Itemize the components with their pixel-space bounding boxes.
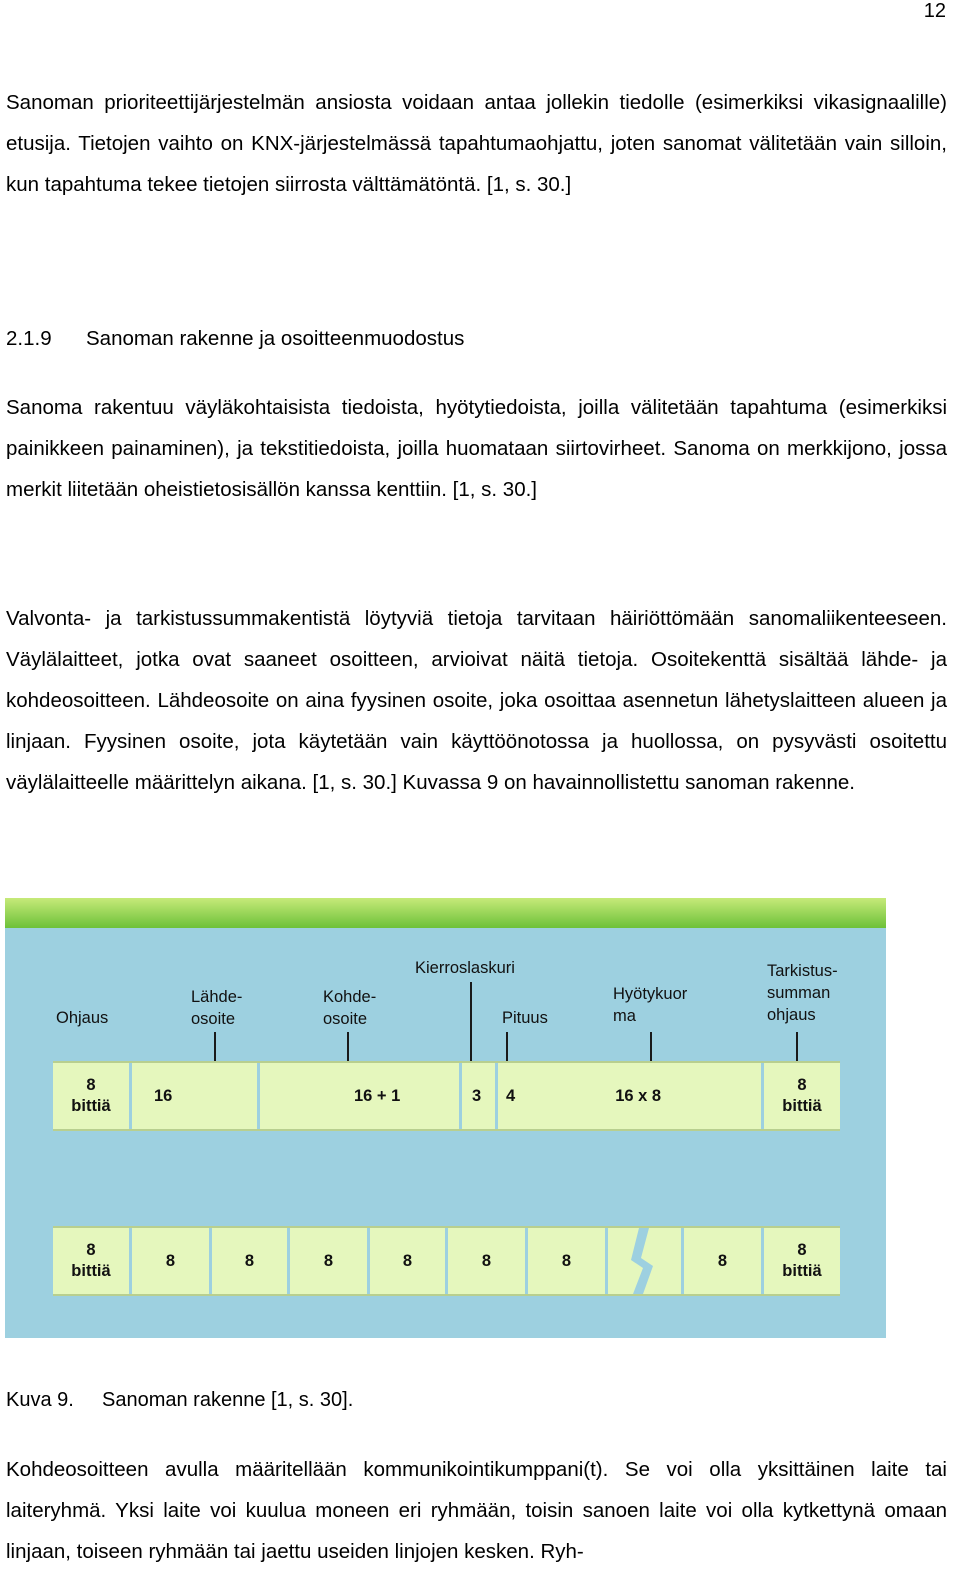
byte-cell: 8 (681, 1228, 761, 1294)
label-ohjaus: Ohjaus (56, 1009, 109, 1027)
tick-tarkistus (796, 1032, 798, 1062)
byte-cell-break (605, 1228, 681, 1294)
tick-kierroslaskuri (470, 982, 472, 1062)
label-tarkistussumma: Tarkistus- summan ohjaus (767, 962, 838, 1024)
byte-cell: 8 (525, 1228, 605, 1294)
field-cell: 16 (129, 1063, 257, 1129)
section-title: Sanoman rakenne ja osoitteenmuodostus (86, 327, 465, 350)
tick-lahde (214, 1032, 216, 1062)
field-row (53, 1061, 840, 1131)
paragraph-destination: Kohdeosoitteen avulla määritellään kommunikointikumppani(t). Se voi olla yksittäinen laite tai laiteryhmä. Yksi laite voi kuulua moneen eri ryhmään, toisin sanoen laite voi olla kytkettynä omaan linjaan, toiseen ryhmään tai jaettu useiden linjojen kesken. Ryh- (6, 1458, 947, 1563)
section-number: 2.1.9 (6, 327, 52, 350)
message-structure-figure (5, 898, 886, 1338)
figure-top-band (5, 898, 886, 928)
paragraph-fields: Valvonta- ja tarkistussummakentistä löytyviä tietoja tarvitaan häiriöttömään sanomaliikenteeseen. Väylälaitteet, jotka ovat saaneet osoitteen, arvioivat näitä tietoja. Osoitekenttä sisältää lähde- ja kohdeosoitteen. Lähdeosoite on aina fyysinen osoite, joka osoittaa asennetun lähetyslaitteen alueen ja linjaan. Fyysinen osoite, jota käytetään vain käyttöönotossa ja huollossa, on pysyvästi osoitettu väylälaitteelle määrittelyn aikana. [1, s. 30.] Kuvassa 9 on havainnollistettu sanoman rakenne. (6, 607, 947, 794)
tick-pituus (506, 1032, 508, 1062)
field-cell: 8 bittiä (761, 1063, 840, 1129)
figure-caption (6, 1380, 353, 1420)
tick-hyotykuorma (650, 1032, 652, 1062)
byte-cell: 8 (367, 1228, 445, 1294)
tick-kohde (347, 1032, 349, 1062)
caption-text: Sanoman rakenne [1, s. 30]. (102, 1389, 354, 1411)
label-kohdeosoite: Kohde- osoite (323, 988, 377, 1028)
label-pituus: Pituus (502, 1009, 548, 1027)
label-hyotykuorma: Hyötykuor ma (613, 985, 688, 1025)
byte-cell: 8 (129, 1228, 209, 1294)
paragraph-priority: Sanoman prioriteettijärjestelmän ansiosta voidaan antaa jollekin tiedolle (esimerkiksi vikasignaalille) etusija. Tietojen vaihto on KNX-järjestelmässä tapahtumaohjattu, joten sanomat välitetään vain silloin, kun tapahtuma tekee tietojen siirrosta välttämätöntä. [1, s. 30.] (6, 91, 947, 196)
caption-label: Kuva 9. (6, 1389, 74, 1411)
break-icon (625, 1228, 665, 1294)
label-kierroslaskuri: Kierroslaskuri (415, 959, 515, 977)
byte-cell: 8 bittiä (761, 1228, 840, 1294)
field-cell: 16 + 1 (257, 1063, 459, 1129)
paragraph-structure: Sanoma rakentuu väyläkohtaisista tiedoista, hyötytiedoista, joilla välitetään tapahtuma (esimerkiksi painikkeen painaminen), ja tekstitiedoista, joilla huomataan siirtovirheet. Sanoma on merkkijono, jossa merkit liitetään oheistietosisällön kanssa kenttiin. [1, s. 30.] (6, 396, 947, 501)
byte-cell: 8 (445, 1228, 525, 1294)
page-number: 12 (923, 0, 946, 22)
byte-cell: 8 bittiä (71, 1241, 111, 1280)
byte-cell: 8 (287, 1228, 367, 1294)
field-cell: 4 16 x 8 (495, 1063, 761, 1129)
field-cell: 8 bittiä (71, 1076, 111, 1115)
field-cell: 3 (459, 1063, 495, 1129)
byte-cell: 8 (209, 1228, 287, 1294)
label-lahdeosoite: Lähde- osoite (191, 988, 243, 1028)
byte-row (53, 1226, 840, 1296)
section-heading (6, 318, 464, 359)
